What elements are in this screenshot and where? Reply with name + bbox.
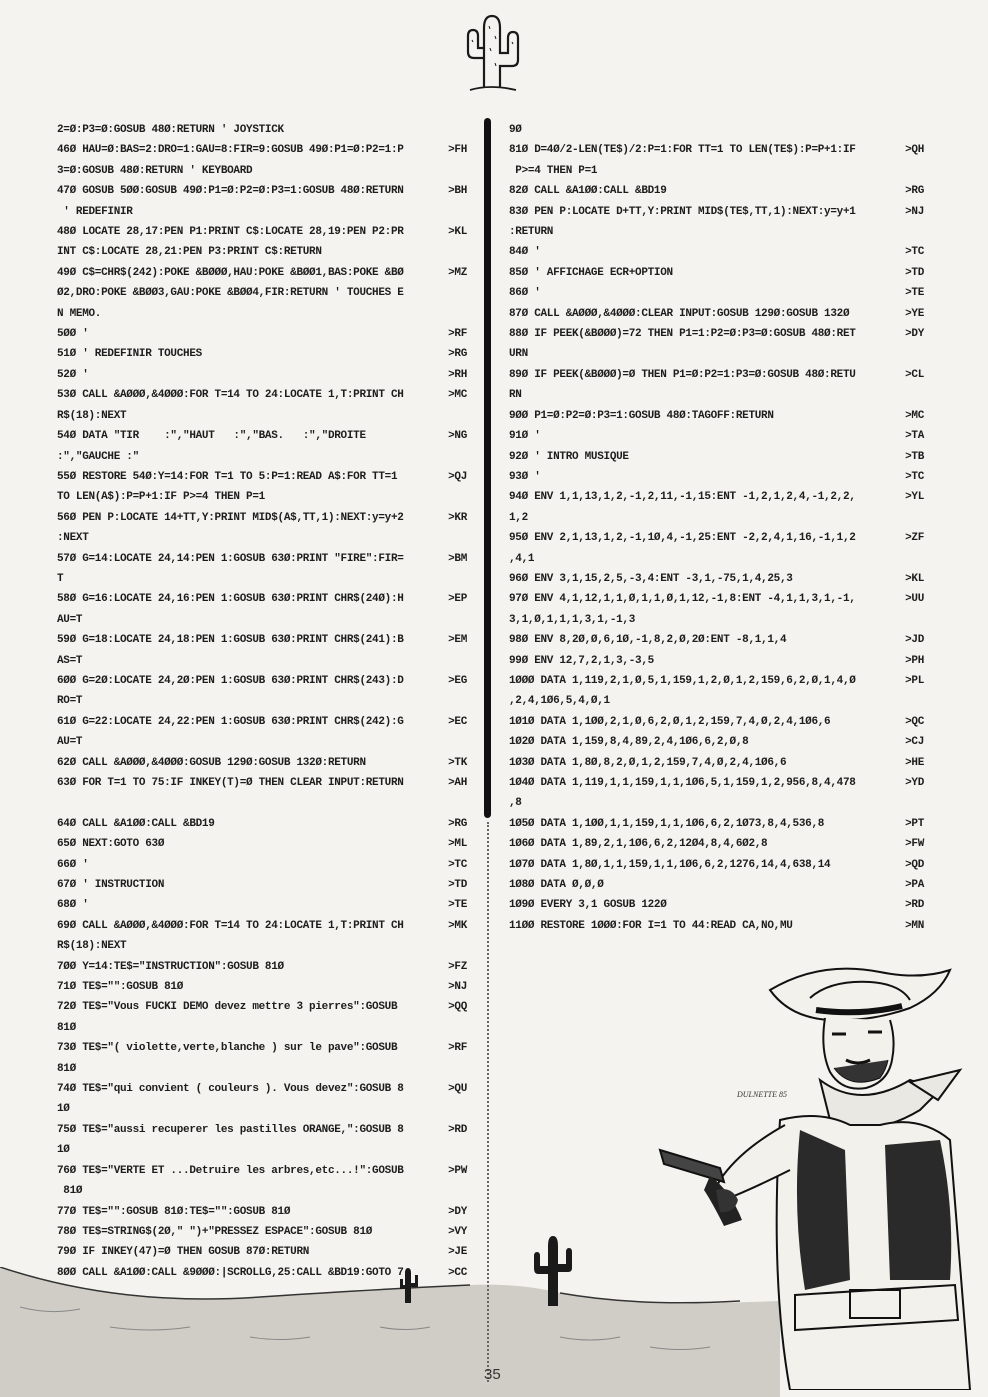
code-line — [57, 365, 467, 385]
code-text: 59Ø G=18:LOCATE 24,18:PEN 1:GOSUB 63Ø:PRINT CHR$(241):B — [57, 634, 404, 647]
code-line — [57, 1059, 467, 1079]
code-line — [509, 712, 924, 732]
checksum-code: >JD — [905, 634, 924, 647]
code-line — [57, 1263, 467, 1283]
code-text: AU=T — [57, 613, 83, 626]
checksum-code: >BM — [448, 552, 467, 565]
checksum-code: >YE — [905, 307, 924, 320]
code-text: 8ØØ CALL &A1ØØ:CALL &9ØØØ:|SCROLLG,25:CALL &BD19:GOTO 7 — [57, 1266, 404, 1279]
code-text: TO LEN(A$):P=P+1:IF P>=4 THEN P=1 — [57, 491, 265, 504]
listing-right-column — [509, 120, 924, 936]
code-line — [57, 242, 467, 262]
checksum-code: >FZ — [448, 960, 467, 973]
column-divider — [484, 118, 491, 818]
code-text: 1,2 — [509, 511, 528, 524]
cactus-header-illustration — [450, 8, 530, 98]
code-line — [57, 1140, 467, 1160]
code-line — [57, 589, 467, 609]
code-text: :NEXT — [57, 532, 89, 545]
artist-signature: DULNETTE 85 — [737, 1090, 788, 1099]
code-text: 1Ø4Ø DATA 1,119,1,1,159,1,1,1Ø6,5,1,159,1,2,956,8,4,478 — [509, 777, 856, 789]
code-line — [57, 1181, 467, 1201]
code-line — [57, 916, 467, 936]
page-number: 35 — [484, 1366, 501, 1383]
code-line — [57, 222, 467, 242]
code-text: 54Ø DATA "TIR :","HAUT :","BAS. :","DROITE — [57, 430, 366, 443]
code-line — [57, 1079, 467, 1099]
code-line — [57, 630, 467, 650]
code-text: 91Ø ' — [509, 430, 541, 443]
code-text: 52Ø ' — [57, 368, 89, 381]
code-text: 51Ø ' REDEFINIR TOUCHES — [57, 348, 202, 361]
code-line — [509, 753, 924, 773]
checksum-code: >QD — [905, 858, 924, 871]
checksum-code: >EG — [448, 674, 467, 687]
code-text: ' REDEFINIR — [57, 205, 133, 218]
code-text: 47Ø GOSUB 5ØØ:GOSUB 49Ø:P1=Ø:P2=Ø:P3=1:GOSUB 48Ø:RETURN — [57, 185, 404, 198]
code-text: 83Ø PEN P:LOCATE D+TT,Y:PRINT MID$(TE$,TT,1):NEXT:y=y+1 — [509, 205, 856, 218]
code-line — [509, 365, 924, 385]
code-line — [57, 1120, 467, 1140]
code-text: 3=Ø:GOSUB 48Ø:RETURN ' KEYBOARD — [57, 164, 253, 177]
checksum-code: >KL — [905, 572, 924, 585]
code-line — [57, 487, 467, 507]
checksum-code: >ZF — [905, 532, 924, 545]
code-line — [57, 283, 467, 303]
code-line — [509, 467, 924, 487]
code-text: 53Ø CALL &AØØØ,&4ØØØ:FOR T=14 TO 24:LOCATE 1,T:PRINT CH — [57, 389, 404, 402]
checksum-code: >PA — [905, 879, 924, 892]
checksum-code: >QU — [448, 1083, 467, 1096]
checksum-code: >RD — [448, 1123, 467, 1136]
checksum-code: >NG — [448, 430, 467, 443]
code-text: 81Ø — [57, 1062, 76, 1075]
code-line — [57, 447, 467, 467]
code-line — [509, 630, 924, 650]
code-line — [509, 242, 924, 262]
checksum-code: >TD — [448, 879, 467, 892]
code-line — [57, 997, 467, 1017]
code-text: 94Ø ENV 1,1,13,1,2,-1,2,11,-1,15:ENT -1,2,1,2,4,-1,2,2, — [509, 491, 856, 504]
code-text: 72Ø TE$="Vous FUCKI DEMO devez mettre 3 pierres":GOSUB — [57, 1001, 398, 1014]
code-text: 81Ø — [57, 1185, 83, 1198]
checksum-code: >PH — [905, 654, 924, 667]
code-text: 86Ø ' — [509, 287, 541, 300]
code-line — [57, 875, 467, 895]
code-line — [57, 528, 467, 548]
checksum-code: >MC — [905, 409, 924, 422]
code-text: 1Ø1Ø DATA 1,1ØØ,2,1,Ø,6,2,Ø,1,2,159,7,4,Ø,2,4,1Ø6,6 — [509, 715, 831, 728]
code-text: 9ØØ P1=Ø:P2=Ø:P3=1:GOSUB 48Ø:TAGOFF:RETURN — [509, 409, 774, 422]
code-line — [57, 773, 467, 793]
code-text: 1Ø8Ø DATA Ø,Ø,Ø — [509, 879, 604, 892]
code-line — [57, 1099, 467, 1119]
checksum-code: >DY — [448, 1205, 467, 1218]
code-line — [57, 385, 467, 405]
code-line — [57, 304, 467, 324]
code-line — [57, 895, 467, 915]
code-text: 67Ø ' INSTRUCTION — [57, 879, 165, 892]
code-line — [509, 426, 924, 446]
checksum-code: >ML — [448, 838, 467, 851]
code-line — [509, 916, 924, 936]
code-line — [509, 610, 924, 630]
checksum-code: >MZ — [448, 266, 467, 279]
code-line — [57, 263, 467, 283]
checksum-code: >QJ — [448, 470, 467, 483]
code-line — [57, 977, 467, 997]
checksum-code: >PL — [905, 674, 924, 687]
checksum-code: >TK — [448, 756, 467, 769]
checksum-code: >EP — [448, 593, 467, 606]
code-line — [509, 181, 924, 201]
checksum-code: >MK — [448, 919, 467, 932]
checksum-code: >FH — [448, 144, 467, 157]
code-line — [509, 304, 924, 324]
checksum-code: >BH — [448, 185, 467, 198]
checksum-code: >PW — [448, 1164, 467, 1177]
checksum-code: >RG — [448, 348, 467, 361]
code-text: 1Ø6Ø DATA 1,89,2,1,1Ø6,6,2,12Ø4,8,4,6Ø2,8 — [509, 838, 768, 851]
checksum-code: >RD — [905, 899, 924, 912]
code-line — [509, 895, 924, 915]
code-line — [509, 263, 924, 283]
code-text: 97Ø ENV 4,1,12,1,1,Ø,1,1,Ø,1,12,-1,8:ENT -4,1,1,3,1,-1, — [509, 593, 856, 606]
code-line — [57, 569, 467, 589]
code-text: T — [57, 572, 64, 585]
code-line — [57, 814, 467, 834]
checksum-code: >RG — [905, 185, 924, 198]
code-text: N MEMO. — [57, 307, 102, 320]
code-line — [57, 834, 467, 854]
checksum-code: >TB — [905, 450, 924, 463]
code-line — [509, 140, 924, 160]
code-line — [57, 732, 467, 752]
code-text: 89Ø IF PEEK(&BØØØ)=Ø THEN P1=Ø:P2=1:P3=Ø:GOSUB 48Ø:RETU — [509, 368, 856, 381]
checksum-code: >YL — [905, 491, 924, 504]
code-text: 65Ø NEXT:GOTO 63Ø — [57, 838, 165, 851]
code-line — [509, 487, 924, 507]
code-text: 93Ø ' — [509, 470, 541, 483]
checksum-code: >QH — [905, 144, 924, 157]
code-text: 7ØØ Y=14:TE$="INSTRUCTION":GOSUB 81Ø — [57, 960, 284, 973]
code-text: 62Ø CALL &AØØØ,&4ØØØ:GOSUB 129Ø:GOSUB 132Ø:RETURN — [57, 756, 366, 769]
code-line — [509, 651, 924, 671]
code-text: :RETURN — [509, 226, 554, 239]
code-text: 69Ø CALL &AØØØ,&4ØØØ:FOR T=14 TO 24:LOCATE 1,T:PRINT CH — [57, 919, 404, 932]
code-text: RO=T — [57, 695, 83, 708]
code-line — [509, 589, 924, 609]
checksum-code: >TD — [905, 266, 924, 279]
checksum-code: >TC — [448, 858, 467, 871]
code-text: 66Ø ' — [57, 858, 89, 871]
code-line — [57, 344, 467, 364]
code-line — [509, 834, 924, 854]
code-text: RN — [509, 389, 522, 402]
code-line — [509, 549, 924, 569]
checksum-code: >NJ — [448, 981, 467, 994]
code-text: 87Ø CALL &AØØØ,&4ØØØ:CLEAR INPUT:GOSUB 129Ø:GOSUB 132Ø — [509, 307, 850, 320]
code-line — [509, 855, 924, 875]
code-text: 63Ø FOR T=1 TO 75:IF INKEY(T)=Ø THEN CLEAR INPUT:RETURN — [57, 777, 404, 789]
code-line — [509, 447, 924, 467]
code-text: 1Ø — [57, 1103, 70, 1116]
column-divider-dotted — [487, 822, 491, 1382]
code-text: 2=Ø:P3=Ø:GOSUB 48Ø:RETURN ' JOYSTICK — [57, 124, 284, 136]
checksum-code: >HE — [905, 756, 924, 769]
code-line — [509, 875, 924, 895]
code-line — [57, 957, 467, 977]
checksum-code: >MC — [448, 389, 467, 402]
checksum-code: >FW — [905, 838, 924, 851]
code-text: 84Ø ' — [509, 246, 541, 259]
code-text: 58Ø G=16:LOCATE 24,16:PEN 1:GOSUB 63Ø:PRINT CHR$(24Ø):H — [57, 593, 404, 606]
small-cactus-illustration — [522, 1228, 582, 1308]
code-line — [57, 855, 467, 875]
code-line — [57, 1242, 467, 1262]
code-text: ,2,4,1Ø6,5,4,Ø,1 — [509, 695, 610, 708]
code-line — [57, 549, 467, 569]
code-line — [57, 467, 467, 487]
checksum-code: >CC — [448, 1266, 467, 1279]
checksum-code: >RG — [448, 817, 467, 830]
code-line — [509, 508, 924, 528]
code-text: 1Ø2Ø DATA 1,159,8,4,89,2,4,1Ø6,6,2,Ø,8 — [509, 736, 749, 749]
code-line — [57, 712, 467, 732]
code-line — [57, 140, 467, 160]
checksum-code: >RF — [448, 328, 467, 341]
code-line — [509, 161, 924, 181]
code-line — [509, 732, 924, 752]
code-line — [57, 406, 467, 426]
code-text: 1ØØØ DATA 1,119,2,1,Ø,5,1,159,1,2,Ø,1,2,159,6,2,Ø,1,4,Ø — [509, 674, 856, 687]
code-line — [509, 691, 924, 711]
code-text: 55Ø RESTORE 54Ø:Y=14:FOR T=1 TO 5:P=1:READ A$:FOR TT=1 — [57, 470, 398, 483]
code-line — [57, 426, 467, 446]
code-line — [57, 324, 467, 344]
code-line — [57, 651, 467, 671]
code-text: 85Ø ' AFFICHAGE ECR+OPTION — [509, 266, 673, 279]
code-line — [509, 793, 924, 813]
code-text: 61Ø G=22:LOCATE 24,22:PEN 1:GOSUB 63Ø:PRINT CHR$(242):G — [57, 715, 404, 728]
code-line — [57, 1161, 467, 1181]
code-text: Ø2,DRO:POKE &BØØ3,GAU:POKE &BØØ4,FIR:RETURN ' TOUCHES E — [57, 287, 404, 300]
code-text: 1Ø7Ø DATA 1,8Ø,1,1,159,1,1,1Ø6,6,2,1276,14,4,638,14 — [509, 858, 831, 871]
checksum-code: >MN — [905, 919, 924, 932]
code-line — [509, 671, 924, 691]
code-line — [57, 753, 467, 773]
code-text: 1Ø — [57, 1144, 70, 1157]
code-text: ,4,1 — [509, 552, 535, 565]
code-text: 81Ø D=4Ø/2-LEN(TE$)/2:P=1:FOR TT=1 TO LEN(TE$):P=P+1:IF — [509, 144, 856, 157]
code-text: AU=T — [57, 736, 83, 749]
checksum-code: >CJ — [905, 736, 924, 749]
code-line — [509, 528, 924, 548]
cowboy-gunslinger-illustration — [620, 950, 980, 1390]
code-line — [57, 691, 467, 711]
code-line — [57, 120, 467, 140]
code-line — [57, 508, 467, 528]
checksum-code: >DY — [905, 328, 924, 341]
checksum-code: >TC — [905, 246, 924, 259]
code-text: URN — [509, 348, 528, 361]
code-line — [57, 1202, 467, 1222]
code-text: 6ØØ G=2Ø:LOCATE 24,2Ø:PEN 1:GOSUB 63Ø:PRINT CHR$(243):D — [57, 674, 404, 687]
code-text: 1Ø5Ø DATA 1,1ØØ,1,1,159,1,1,1Ø6,6,2,1Ø73,8,4,536,8 — [509, 817, 825, 830]
code-text: ,8 — [509, 797, 522, 810]
code-line — [509, 283, 924, 303]
checksum-code: >TC — [905, 470, 924, 483]
checksum-code: >NJ — [905, 205, 924, 218]
code-text: AS=T — [57, 654, 83, 667]
code-line — [509, 222, 924, 242]
code-text: 1Ø9Ø EVERY 3,1 GOSUB 122Ø — [509, 899, 667, 912]
code-line — [57, 1018, 467, 1038]
code-text: P>=4 THEN P=1 — [509, 164, 598, 177]
checksum-code: >UU — [905, 593, 924, 606]
code-text: 76Ø TE$="VERTE ET ...Detruire les arbres,etc...!":GOSUB — [57, 1164, 404, 1177]
checksum-code: >TE — [448, 899, 467, 912]
checksum-code: >AH — [448, 777, 467, 789]
checksum-code: >KL — [448, 226, 467, 239]
code-text: 56Ø PEN P:LOCATE 14+TT,Y:PRINT MID$(A$,TT,1):NEXT:y=y+2 — [57, 511, 404, 524]
code-line — [509, 344, 924, 364]
code-line — [57, 793, 467, 813]
code-text: 88Ø IF PEEK(&BØØØ)=72 THEN P1=1:P2=Ø:P3=Ø:GOSUB 48Ø:RET — [509, 328, 856, 341]
checksum-code: >YD — [905, 777, 924, 789]
checksum-code: >KR — [448, 511, 467, 524]
code-line — [509, 120, 924, 140]
code-text: 98Ø ENV 8,2Ø,Ø,6,1Ø,-1,8,2,Ø,2Ø:ENT -8,1,1,4 — [509, 634, 787, 647]
code-line — [509, 814, 924, 834]
code-text: 49Ø C$=CHR$(242):POKE &BØØØ,HAU:POKE &BØØ1,BAS:POKE &BØ — [57, 266, 404, 279]
checksum-code: >RH — [448, 368, 467, 381]
code-line — [57, 181, 467, 201]
listing-left-column — [57, 120, 467, 1283]
code-text: 77Ø TE$="":GOSUB 81Ø:TE$="":GOSUB 81Ø — [57, 1205, 291, 1218]
checksum-code: >CL — [905, 368, 924, 381]
code-text: 3,1,Ø,1,1,1,3,1,-1,3 — [509, 613, 636, 626]
code-text: R$(18):NEXT — [57, 940, 127, 953]
code-text: INT C$:LOCATE 28,21:PEN P3:PRINT C$:RETURN — [57, 246, 322, 259]
code-line — [57, 671, 467, 691]
code-text: 79Ø IF INKEY(47)=Ø THEN GOSUB 87Ø:RETURN — [57, 1246, 310, 1259]
code-text: 81Ø — [57, 1021, 76, 1034]
code-text: R$(18):NEXT — [57, 409, 127, 422]
code-text: 74Ø TE$="qui convient ( couleurs ). Vous devez":GOSUB 8 — [57, 1083, 404, 1096]
code-line — [509, 385, 924, 405]
code-text: 73Ø TE$="( violette,verte,blanche ) sur le pave":GOSUB — [57, 1042, 398, 1055]
checksum-code: >PT — [905, 817, 924, 830]
checksum-code: >QQ — [448, 1001, 467, 1014]
checksum-code: >JE — [448, 1246, 467, 1259]
code-line — [509, 773, 924, 793]
code-line — [57, 936, 467, 956]
code-line — [57, 1222, 467, 1242]
code-line — [57, 1038, 467, 1058]
code-text: 57Ø G=14:LOCATE 24,14:PEN 1:GOSUB 63Ø:PRINT "FIRE":FIR= — [57, 552, 404, 565]
checksum-code: >TA — [905, 430, 924, 443]
code-text: 82Ø CALL &A1ØØ:CALL &BD19 — [509, 185, 667, 198]
code-text: 75Ø TE$="aussi recuperer les pastilles ORANGE,":GOSUB 8 — [57, 1123, 404, 1136]
code-text: 9Ø — [509, 124, 522, 136]
code-text: 92Ø ' INTRO MUSIQUE — [509, 450, 629, 463]
code-text: 68Ø ' — [57, 899, 89, 912]
code-line — [509, 406, 924, 426]
code-text: 64Ø CALL &A1ØØ:CALL &BD19 — [57, 817, 215, 830]
code-text: 99Ø ENV 12,7,2,1,3,-3,5 — [509, 654, 654, 667]
code-text: 5ØØ ' — [57, 328, 89, 341]
code-line — [57, 202, 467, 222]
code-text: 46Ø HAU=Ø:BAS=2:DRO=1:GAU=8:FIR=9:GOSUB 49Ø:P1=Ø:P2=1:P — [57, 144, 404, 157]
checksum-code: >EC — [448, 715, 467, 728]
code-line — [57, 610, 467, 630]
code-text: :","GAUCHE :" — [57, 450, 139, 463]
code-text: 71Ø TE$="":GOSUB 81Ø — [57, 981, 184, 994]
code-text: 48Ø LOCATE 28,17:PEN P1:PRINT C$:LOCATE 28,19:PEN P2:PR — [57, 226, 404, 239]
code-text: 1Ø3Ø DATA 1,8Ø,8,2,Ø,1,2,159,7,4,Ø,2,4,1Ø6,6 — [509, 756, 787, 769]
checksum-code: >VY — [448, 1225, 467, 1238]
code-text: 11ØØ RESTORE 1ØØØ:FOR I=1 TO 44:READ CA,NO,MU — [509, 919, 793, 932]
checksum-code: >RF — [448, 1042, 467, 1055]
code-line — [509, 202, 924, 222]
checksum-code: >TE — [905, 287, 924, 300]
code-text: 78Ø TE$=STRING$(2Ø," ")+"PRESSEZ ESPACE":GOSUB 81Ø — [57, 1225, 373, 1238]
code-line — [509, 324, 924, 344]
code-text: 96Ø ENV 3,1,15,2,5,-3,4:ENT -3,1,-75,1,4,25,3 — [509, 572, 793, 585]
code-line — [509, 569, 924, 589]
code-text: 95Ø ENV 2,1,13,1,2,-1,1Ø,4,-1,25:ENT -2,2,4,1,16,-1,1,2 — [509, 532, 856, 545]
code-line — [57, 161, 467, 181]
checksum-code: >EM — [448, 634, 467, 647]
checksum-code: >QC — [905, 715, 924, 728]
